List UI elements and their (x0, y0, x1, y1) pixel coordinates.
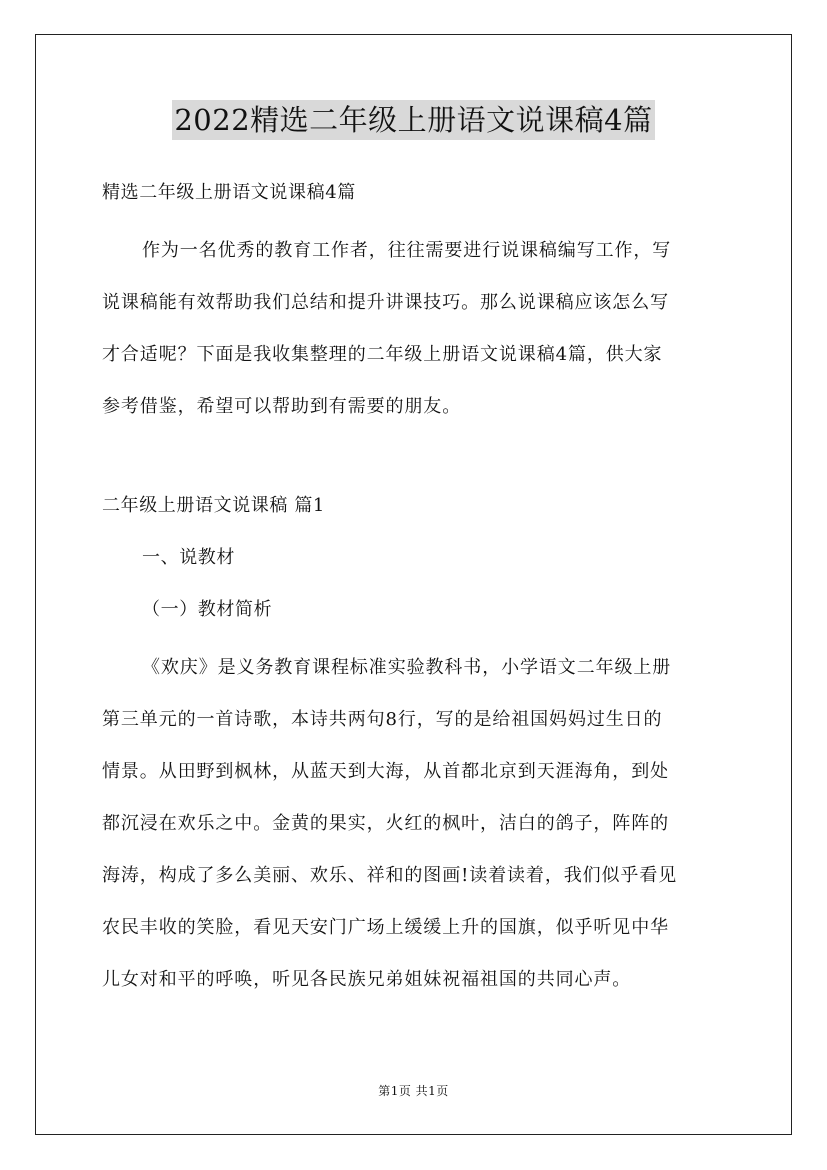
intro-line: 作为一名优秀的教育工作者，往往需要进行说课稿编写工作，写 (142, 240, 672, 261)
body-line: 情景。从田野到枫林，从蓝天到大海，从首都北京到天涯海角，到处 (102, 761, 669, 782)
title-container (0, 100, 827, 140)
body-line: 都沉浸在欢乐之中。金黄的果实，火红的枫叶，洁白的鸽子，阵阵的 (102, 813, 669, 834)
page-footer: 第1页 共1页 (378, 1084, 449, 1098)
subheading-teaching-material: 一、说教材 (142, 547, 235, 568)
intro-paragraph (102, 225, 728, 433)
body-line: 儿女对和平的呼唤，听见各民族兄弟姐妹祝福祖国的共同心声。 (102, 969, 632, 990)
body-paragraph (102, 642, 728, 1006)
intro-line: 参考借鉴，希望可以帮助到有需要的朋友。 (102, 396, 462, 417)
document-subtitle: 精选二年级上册语文说课稿4篇 (102, 182, 356, 203)
subheading-material-analysis: （一）教材简析 (142, 599, 273, 620)
body-line: 《欢庆》是义务教育课程标准实验教科书，小学语文二年级上册 (142, 657, 672, 678)
intro-line: 才合适呢？下面是我收集整理的二年级上册语文说课稿4篇，供大家 (102, 344, 663, 365)
body-line: 第三单元的一首诗歌，本诗共两句8行，写的是给祖国妈妈过生日的 (102, 709, 663, 730)
section-heading: 二年级上册语文说课稿 篇1 (102, 495, 325, 516)
body-line: 农民丰收的笑脸，看见天安门广场上缓缓上升的国旗，似乎听见中华 (102, 917, 669, 938)
body-line: 海涛，构成了多么美丽、欢乐、祥和的图画!读着读着，我们似乎看见 (102, 865, 678, 886)
intro-line: 说课稿能有效帮助我们总结和提升讲课技巧。那么说课稿应该怎么写 (102, 292, 669, 313)
document-title: 2022精选二年级上册语文说课稿4篇 (172, 100, 654, 140)
document-body (102, 173, 728, 1006)
